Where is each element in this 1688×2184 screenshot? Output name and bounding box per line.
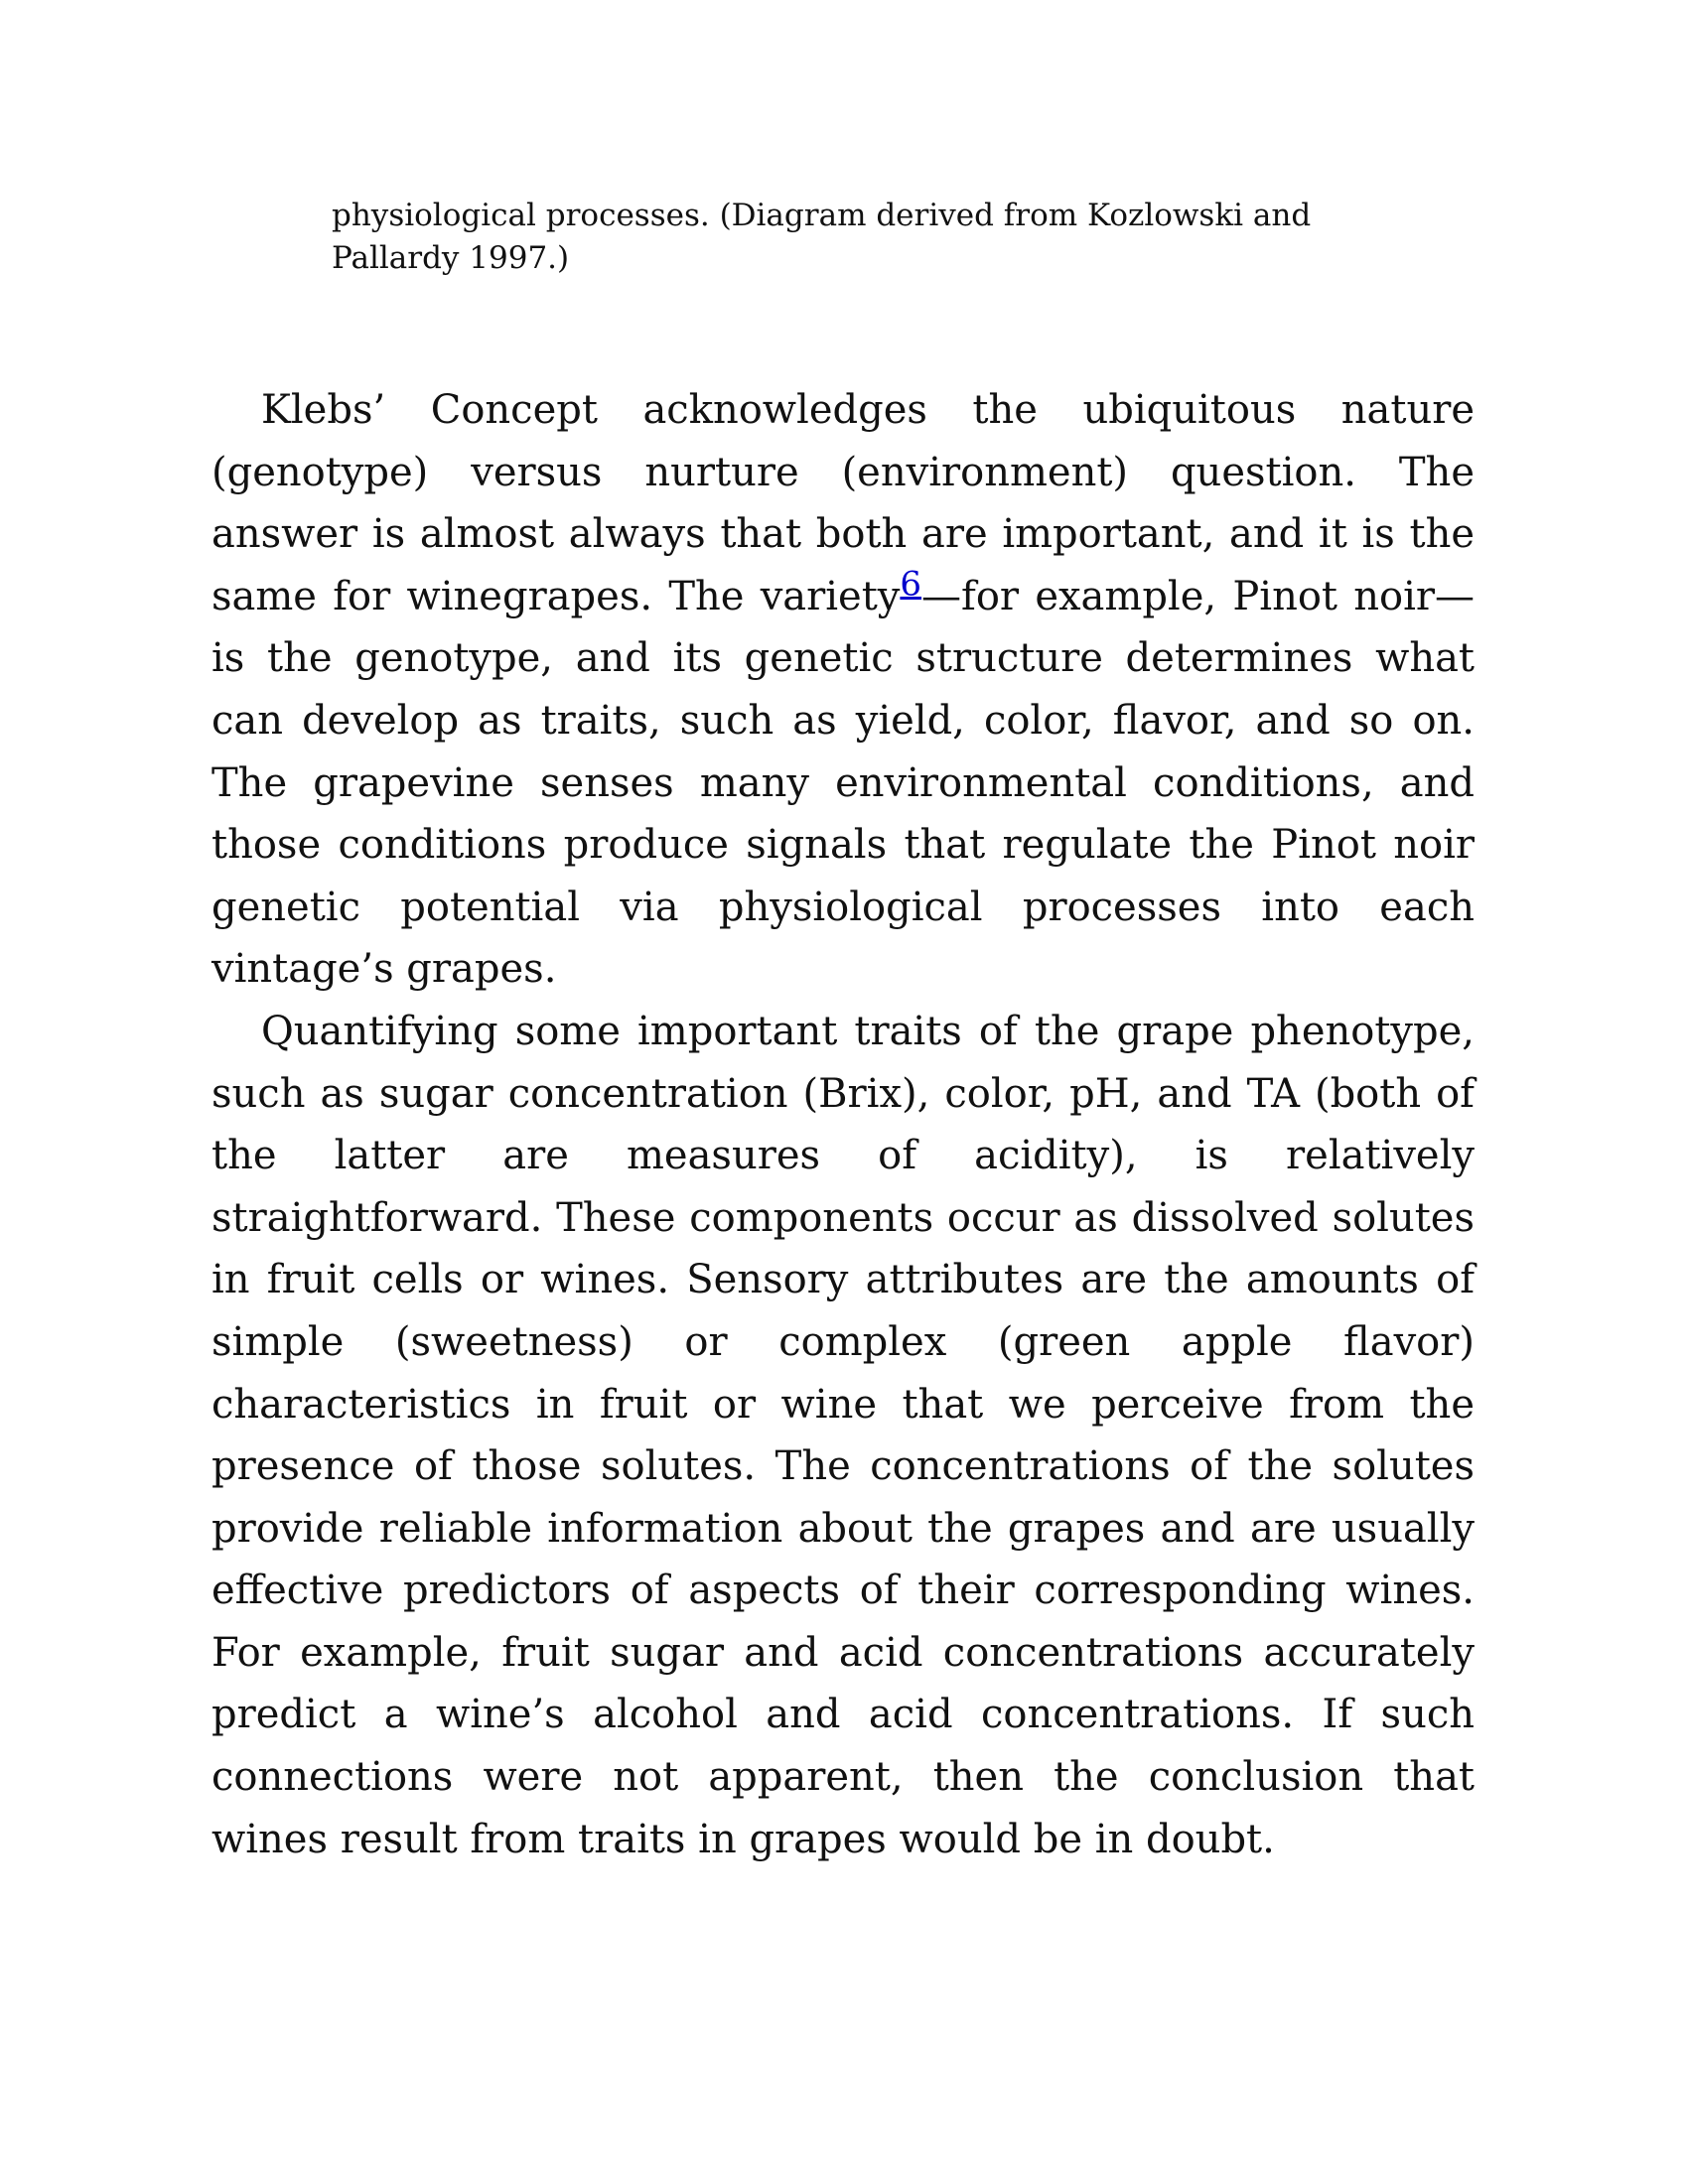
footnote-link-6[interactable]: 6 bbox=[900, 564, 922, 605]
paragraph-text-after-footnote: —for example, Pinot noir—is the genotype, and its genetic structure determines what can develop as traits, such as yield, color, flavor, and so on. The grapevine senses many environmental conditions, and those conditions produce signals that regulate the Pinot noir genetic potential via physiological processes into each vintage’s grapes. bbox=[211, 573, 1476, 993]
figure-caption: physiological processes. (Diagram derived from Kozlowski and Pallardy 1997.) bbox=[332, 198, 1312, 276]
body-text bbox=[211, 379, 1475, 1870]
paragraph-text-before-footnote: Klebs’ Concept acknowledges the ubiquitous nature (genotype) versus nurture (environment) question. The answer is almost always that both are important, and it is the same for winegrapes. The variety bbox=[211, 387, 1475, 619]
paragraph-klebs-concept bbox=[211, 379, 1475, 1001]
paragraph-quantifying-traits: Quantifying some important traits of the grape phenotype, such as sugar concentration (Brix), color, pH, and TA (both of the latter are measures of acidity), is relatively straightforward. These components occur as dissolved solutes in fruit cells or wines. Sensory attributes are the amounts of simple (sweetness) or complex (green apple flavor) characteristics in fruit or wine that we perceive from the presence of those solutes. The concentrations of the solutes provide reliable information about the grapes and are usually effective predictors of aspects of their corresponding wines. For example, fruit sugar and acid concentrations accurately predict a wine’s alcohol and acid concentrations. If such connections were not apparent, then the conclusion that wines result from traits in grapes would be in doubt. bbox=[211, 1008, 1475, 1862]
